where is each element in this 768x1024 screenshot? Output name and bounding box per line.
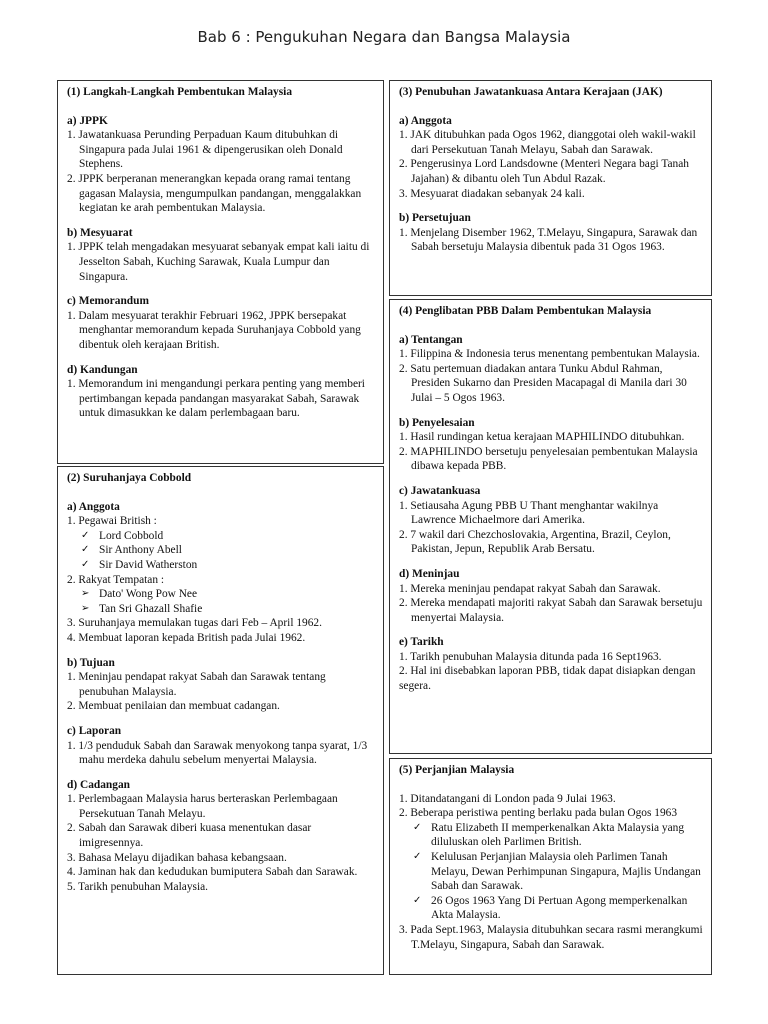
checklist-text: 26 Ogos 1963 Yang Di Pertuan Agong memperkenalkan Akta Malaysia. (431, 894, 688, 922)
subsection-heading: d) Cadangan (67, 778, 130, 791)
checklist-text: Sir David Watherston (99, 558, 198, 571)
list-item: 4. Jaminan hak dan kedudukan bumiputera Sabah dan Sarawak. (67, 866, 358, 879)
checklist-item (67, 543, 375, 558)
section-box-perjanjian-malaysia (389, 758, 712, 975)
subsection-heading: b) Persetujuan (399, 212, 471, 225)
checklist-item (399, 894, 703, 923)
box-title: (5) Perjanjian Malaysia (399, 764, 515, 776)
subsection-heading: a) JPPK (67, 114, 108, 127)
subsection-anggota (399, 114, 703, 202)
list-item: 3. Mesyuarat diadakan sebanyak 24 kali. (399, 187, 585, 200)
checklist-item (399, 821, 703, 850)
subsection-tentangan (399, 333, 703, 406)
check-icon: ✓ (413, 850, 422, 862)
list-item: 5. Tarikh penubuhan Malaysia. (67, 880, 209, 893)
list-item: 2. JPPK berperanan menerangkan kepada orang ramai tentang gagasan Malaysia, mengumpulkan pandangan, menggalakkan kegiatan ke arah pembentukan Malaysia. (67, 172, 362, 215)
list-item: 1. JAK ditubuhkan pada Ogos 1962, dianggotai oleh wakil-wakil dari Persekutuan Tanah Melayu, Sabah dan Sarawak. (399, 129, 696, 156)
list-item: 2. Pengerusinya Lord Landsdowne (Menteri Negara bagi Tanah Jajahan) & dibantu oleh Tun Abdul Razak. (399, 158, 689, 185)
list-item: 1. Dalam mesyuarat terakhir Februari 1962, JPPK bersepakat menghantar memorandum kepada Suruhanjaya Cobbold yang dibentuk oleh kerajaan British. (67, 309, 361, 351)
subsection-heading: a) Tentangan (399, 333, 463, 346)
check-icon: ✓ (413, 821, 422, 833)
section-box-penglibatan-pbb (389, 299, 712, 754)
subsection-heading: b) Tujuan (67, 656, 115, 669)
list-item: 2. Beberapa peristiwa penting berlaku pada bulan Ogos 1963 (399, 807, 678, 820)
list-item: 1. Jawatankuasa Perunding Perpaduan Kaum ditubuhkan di Singapura pada Julai 1961 & dipengerusikan oleh Donald Stephens. (67, 129, 343, 171)
arrow-item-text: Dato' Wong Pow Nee (99, 588, 198, 601)
list-item: 3. Bahasa Melayu dijadikan bahasa kebangsaan. (67, 851, 287, 864)
list-item: 1. Tarikh penubuhan Malaysia ditunda pada 16 Sept1963. (399, 650, 662, 663)
checklist-text: Kelulusan Perjanjian Malaysia oleh Parlimen Tanah Melayu, Dewan Perhimpunan Singapura, Majlis Undangan Sabah dan Sarawak. (431, 850, 701, 893)
checklist-text: Lord Cobbold (99, 529, 164, 542)
subsection-heading: b) Penyelesaian (399, 416, 475, 429)
subsection-jawatankuasa (399, 484, 703, 557)
subsection-tujuan (67, 656, 375, 714)
section-box-langkah-pembentukan (57, 80, 384, 464)
arrow-bullet-icon: ➢ (81, 602, 90, 614)
check-icon: ✓ (81, 529, 90, 541)
list-item: 3. Suruhanjaya memulakan tugas dari Feb – April 1962. (67, 617, 322, 630)
checklist-item (399, 850, 703, 894)
arrow-bullet-icon: ➢ (81, 588, 90, 600)
subsection-tarikh (399, 635, 703, 693)
checklist-item (67, 558, 375, 573)
subsection-cadangan (67, 778, 375, 895)
list-item: 1. Memorandum ini mengandungi perkara penting yang memberi pertimbangan kepada pandangan masyarakat Sabah, Sarawak untuk dimasukkan ke dalam perlembagaan baru. (67, 378, 365, 420)
subsection-heading: b) Mesyuarat (67, 226, 133, 239)
list-item: 1. Filippina & Indonesia terus menentang pembentukan Malaysia. (399, 348, 700, 361)
subsection-memorandum (67, 294, 375, 352)
list-item: 2. MAPHILINDO bersetuju penyelesaian pembentukan Malaysia dibawa kepada PBB. (399, 445, 698, 473)
list-item: 1. 1/3 penduduk Sabah dan Sarawak menyokong tanpa syarat, 1/3 mahu merdeka dahulu sebelum menyertai Malaysia. (67, 739, 368, 767)
list-item: 1. Ditandatangani di London pada 9 Julai 1963. (399, 792, 616, 805)
list-item: 1. Hasil rundingan ketua kerajaan MAPHILINDO ditubuhkan. (399, 431, 685, 444)
list-item: 2. Sabah dan Sarawak diberi kuasa menentukan dasar imigresennya. (67, 822, 312, 850)
list-item: 1. Mereka meninjau pendapat rakyat Sabah dan Sarawak. (399, 582, 661, 595)
subsection-laporan (67, 724, 375, 768)
checklist-text: Ratu Elizabeth II memperkenalkan Akta Malaysia yang diluluskan oleh Parlimen British. (431, 821, 685, 849)
list-item: 2. Hal ini disebabkan laporan PBB, tidak dapat disiapkan dengan segera. (399, 665, 696, 693)
list-item: 2. Satu pertemuan diadakan antara Tunku Abdul Rahman, Presiden Sukarno dan Presiden Macapagal di Manila dari 30 Julai – 5 Ogos 1963. (399, 362, 687, 404)
subsection-meninjau (399, 567, 703, 625)
list-item: 1. Pegawai British : (67, 515, 157, 528)
arrow-item-text: Tan Sri Ghazall Shafie (99, 602, 203, 615)
check-icon: ✓ (81, 544, 90, 556)
subsection-heading: c) Jawatankuasa (399, 484, 481, 497)
box-title: (4) Penglibatan PBB Dalam Pembentukan Malaysia (399, 305, 652, 317)
subsection-heading: d) Kandungan (67, 363, 138, 376)
list-item: 1. Menjelang Disember 1962, T.Melayu, Singapura, Sarawak dan Sabah bersetuju Malaysia dibentuk pada 31 Ogos 1963. (399, 226, 698, 254)
subsection-jppk (67, 114, 375, 216)
subsection-penyelesaian (399, 416, 703, 474)
checklist-item (67, 529, 375, 544)
subsection-persetujuan (399, 211, 703, 255)
list-item: 1. JPPK telah mengadakan mesyuarat sebanyak empat kali iaitu di Jesselton Sabah, Kuching Sarawak, Kuala Lumpur dan Singapura. (67, 241, 370, 283)
list-item: 1. Meninjau pendapat rakyat Sabah dan Sarawak tentang penubuhan Malaysia. (67, 671, 326, 698)
box-title: (3) Penubuhan Jawatankuasa Antara Kerajaan (JAK) (399, 86, 663, 98)
check-icon: ✓ (413, 894, 422, 906)
subsection-heading: d) Meninjau (399, 567, 460, 580)
subsection-heading: a) Anggota (399, 114, 452, 127)
section-box-suruhanjaya-cobbold (57, 466, 384, 975)
section-box-jak (389, 80, 712, 296)
subsection-heading: a) Anggota (67, 500, 120, 513)
list-item: 2. 7 wakil dari Chezchoslovakia, Argentina, Brazil, Ceylon, Pakistan, Jepun, Republik Arab Bersatu. (399, 528, 671, 556)
subsection-kandungan (67, 363, 375, 421)
arrow-item (67, 602, 375, 617)
subsection-heading: e) Tarikh (399, 636, 444, 649)
list-item: 3. Pada Sept.1963, Malaysia ditubuhkan secara rasmi merangkumi T.Melayu, Singapura, Sabah dan Sarawak. (399, 923, 703, 951)
list-item: 2. Rakyat Tempatan : (67, 573, 165, 586)
list-item: 2. Mereka mendapati majoriti rakyat Sabah dan Sarawak bersetuju menyertai Malaysia. (399, 597, 703, 624)
arrow-item (67, 587, 375, 602)
check-icon: ✓ (81, 558, 90, 570)
subsection-mesyuarat (67, 226, 375, 284)
box-title: (2) Suruhanjaya Cobbold (67, 472, 192, 484)
checklist-text: Sir Anthony Abell (99, 544, 182, 557)
subsection-heading: c) Memorandum (67, 295, 149, 308)
box-title: (1) Langkah-Langkah Pembentukan Malaysia (67, 86, 293, 98)
subsection-anggota (67, 500, 375, 646)
list-item: 2. Membuat penilaian dan membuat cadangan. (67, 700, 280, 713)
list-item: 1. Setiausaha Agung PBB U Thant menghantar wakilnya Lawrence Michaelmore dari Amerika. (399, 499, 659, 527)
list-item: 4. Membuat laporan kepada British pada Julai 1962. (67, 631, 306, 644)
list-item: 1. Perlembagaan Malaysia harus berteraskan Perlembagaan Persekutuan Tanah Melayu. (67, 793, 338, 820)
page-title: Bab 6 : Pengukuhan Negara dan Bangsa Malaysia (197, 28, 571, 46)
subsection-heading: c) Laporan (67, 724, 122, 737)
